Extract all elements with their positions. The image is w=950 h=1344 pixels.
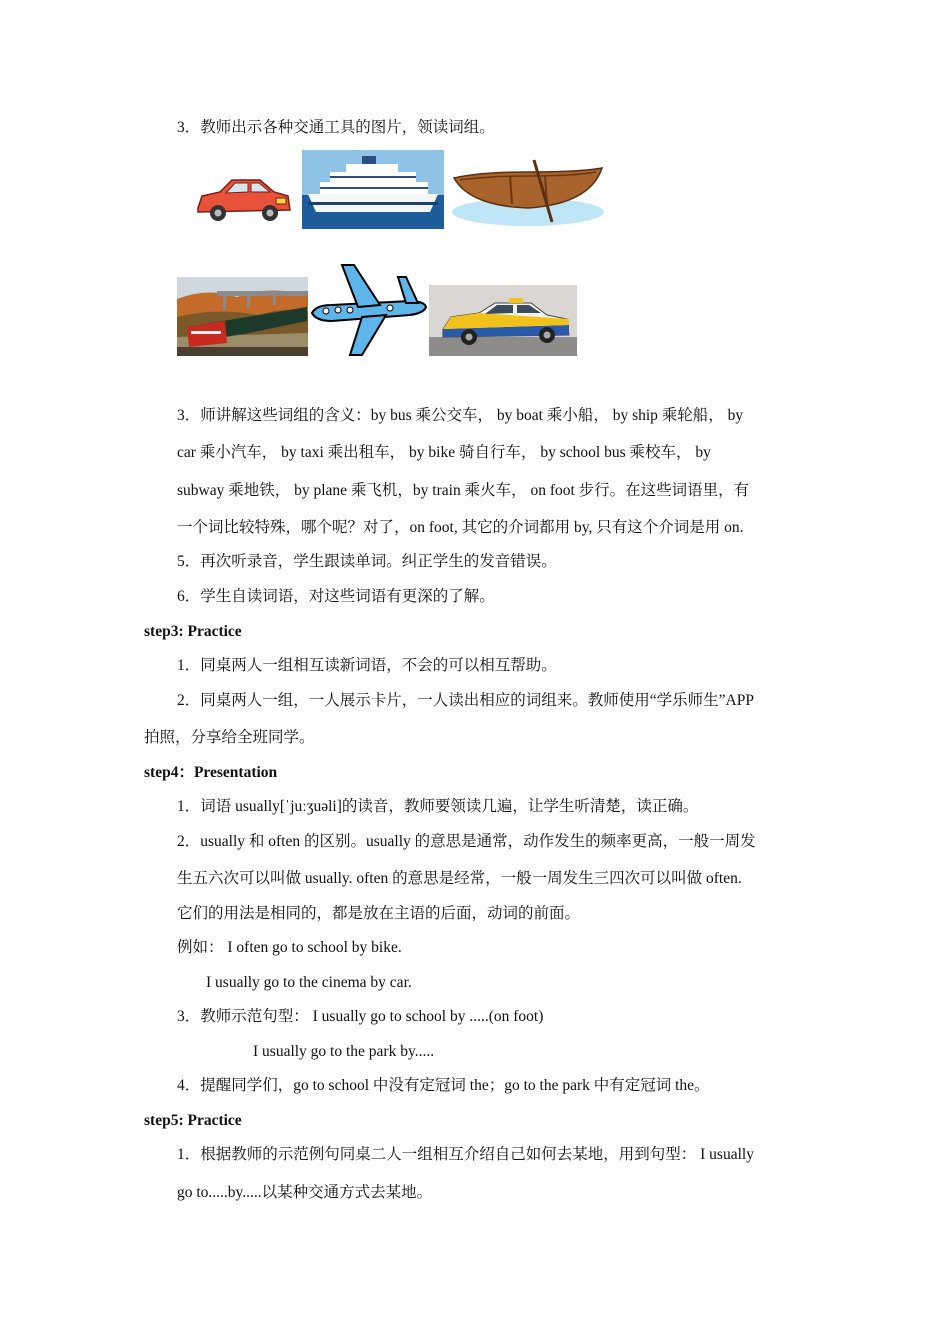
step5-heading: step5: Practice (144, 1112, 242, 1129)
taxi-picture (429, 285, 577, 356)
explain-item-5: 5．再次听录音，学生跟读单词。纠正学生的发音错误。 (177, 553, 557, 570)
step4-item-2-line-3: 它们的用法是相同的，都是放在主语的后面，动词的前面。 (177, 905, 581, 922)
step4-example-2: I usually go to the cinema by car. (206, 974, 412, 991)
explain-item-6: 6．学生自读词语，对这些词语有更深的了解。 (177, 588, 495, 605)
explain-line-3: subway 乘地铁， by plane 乘飞机，by train 乘火车， on foot 步行。在这些词语里，有 (177, 482, 750, 499)
step4-item-1: 1．词语 usually[ˈjuːʒuəli]的读音，教师要领读几遍，让学生听清楚，读正确。 (177, 798, 699, 815)
step4-item-2-line-1: 2．usually 和 often 的区别。usually 的意思是通常，动作发生的频率更高，一般一周发 (177, 833, 756, 850)
step4-item-2-line-2: 生五六次可以叫做 usually. often 的意思是经常，一般一周发生三四次可以叫做 often. (177, 870, 742, 887)
explain-line-4: 一个词比较特殊，哪个呢？对了，on foot, 其它的介词都用 by, 只有这个介词是用 on. (177, 519, 744, 536)
step4-item-3-line-2: I usually go to the park by..... (253, 1043, 435, 1060)
step4-heading: step4：Presentation (144, 764, 278, 781)
train-picture (177, 277, 308, 356)
step5-item-1-line-1: 1．根据教师的示范例句同桌二人一组相互介绍自己如何去某地，用到句型： I usually (177, 1146, 754, 1163)
step3-item-1: 1．同桌两人一组相互读新词语，不会的可以相互帮助。 (177, 657, 557, 674)
step3-heading: step3: Practice (144, 623, 242, 640)
ship-picture (302, 150, 444, 229)
explain-line-2: car 乘小汽车， by taxi 乘出租车， by bike 骑自行车， by school bus 乘校车， by (177, 444, 711, 461)
step5-item-1-line-2: go to.....by.....以某种交通方式去某地。 (177, 1184, 433, 1201)
step3-item-2-line-2: 拍照，分享给全班同学。 (144, 729, 315, 746)
boat-picture (450, 158, 605, 230)
plane-picture (306, 261, 429, 357)
step4-example-1: 例如： I often go to school by bike. (177, 939, 402, 956)
step3-item-2-line-1: 2．同桌两人一组，一人展示卡片，一人读出相应的词组来。教师使用“学乐师生”APP (177, 692, 754, 709)
intro-item-3: 3．教师出示各种交通工具的图片，领读词组。 (177, 119, 495, 136)
step4-item-4: 4．提醒同学们，go to school 中没有定冠词 the；go to the park 中有定冠词 the。 (177, 1077, 710, 1094)
explain-line-1: 3．师讲解这些词组的含义：by bus 乘公交车， by boat 乘小船， by ship 乘轮船， by (177, 407, 744, 424)
car-picture (190, 170, 295, 228)
step4-item-3-line-1: 3．教师示范句型： I usually go to school by .....(on foot) (177, 1008, 544, 1025)
